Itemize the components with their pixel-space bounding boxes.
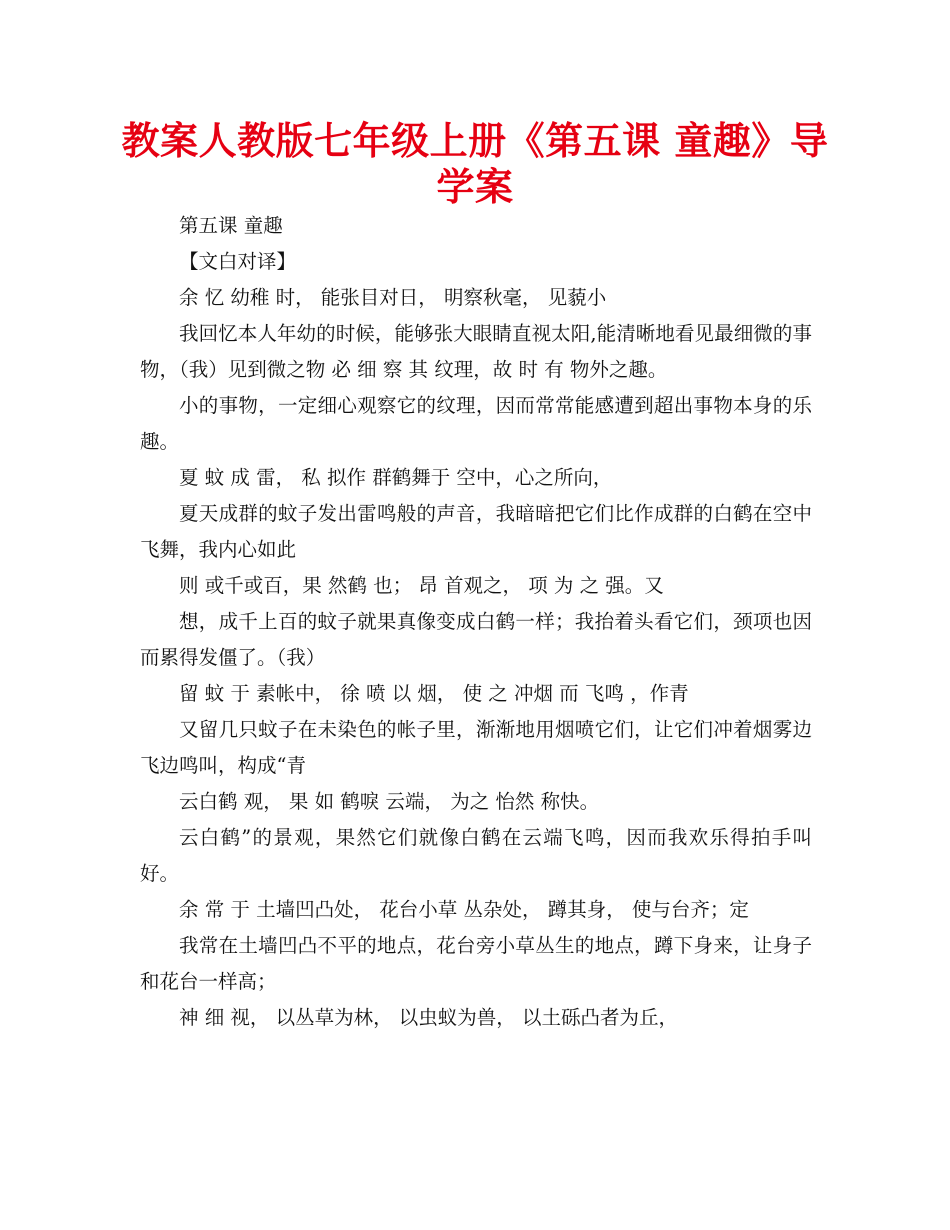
translation-paragraph: 想，成千上百的蚊子就果真像变成白鹤一样；我抬着头看它们，颈项也因而累得发僵了。（我） (140, 610, 812, 669)
translation-paragraph: 我常在土墙凹凸不平的地点，花台旁小草丛生的地点，蹲下身来，让身子和花台一样高； (140, 934, 812, 993)
section-heading: 【文白对译】 (179, 250, 297, 273)
classical-line: 神 细 视， 以丛草为林， 以虫蚁为兽， 以土砾凸者为丘， (179, 1006, 678, 1029)
translation-paragraph: 小的事物，一定细心观察它的纹理，因而常常能感遭到超出事物本身的乐趣。 (140, 394, 812, 453)
document-title: 教案人教版七年级上册《第五课 童趣》导学案 (121, 119, 829, 209)
classical-line: 则 或千或百，果 然鹤 也； 昂 首观之， 项 为 之 强。又 (179, 574, 664, 597)
translation-paragraph: 又留几只蚊子在未染色的帐子里，渐渐地用烟喷它们，让它们冲着烟雾边飞边鸣叫，构成“青 (140, 718, 812, 777)
translation-paragraph: 夏天成群的蚊子发出雷鸣般的声音，我暗暗把它们比作成群的白鹤在空中飞舞，我内心如此 (140, 502, 812, 561)
lesson-heading: 第五课 童趣 (179, 214, 283, 237)
classical-line: 留 蚊 于 素帐中， 徐 喷 以 烟， 使 之 冲烟 而 飞鸣 ，作青 (179, 682, 689, 705)
translation-paragraph: 我回忆本人年幼的时候，能够张大眼睛直视太阳,能清晰地看见最细微的事物，（我）见到微之物 必 细 察 其 纹理，故 时 有 物外之趣。 (140, 322, 812, 381)
classical-line: 云白鹤 观， 果 如 鹤唳 云端， 为之 怡然 称快。 (179, 790, 600, 813)
classical-line: 余 常 于 土墙凹凸处， 花台小草 丛杂处， 蹲其身， 使与台齐；定 (179, 898, 749, 921)
document-body (140, 208, 812, 1036)
classical-line: 夏 蚊 成 雷， 私 拟作 群鹤舞于 空中，心之所向， (179, 466, 613, 489)
translation-paragraph: 云白鹤”的景观，果然它们就像白鹤在云端飞鸣，因而我欢乐得拍手叫好。 (140, 826, 812, 885)
classical-line: 余 忆 幼稚 时， 能张目对日， 明察秋毫， 见藐小 (179, 286, 607, 309)
